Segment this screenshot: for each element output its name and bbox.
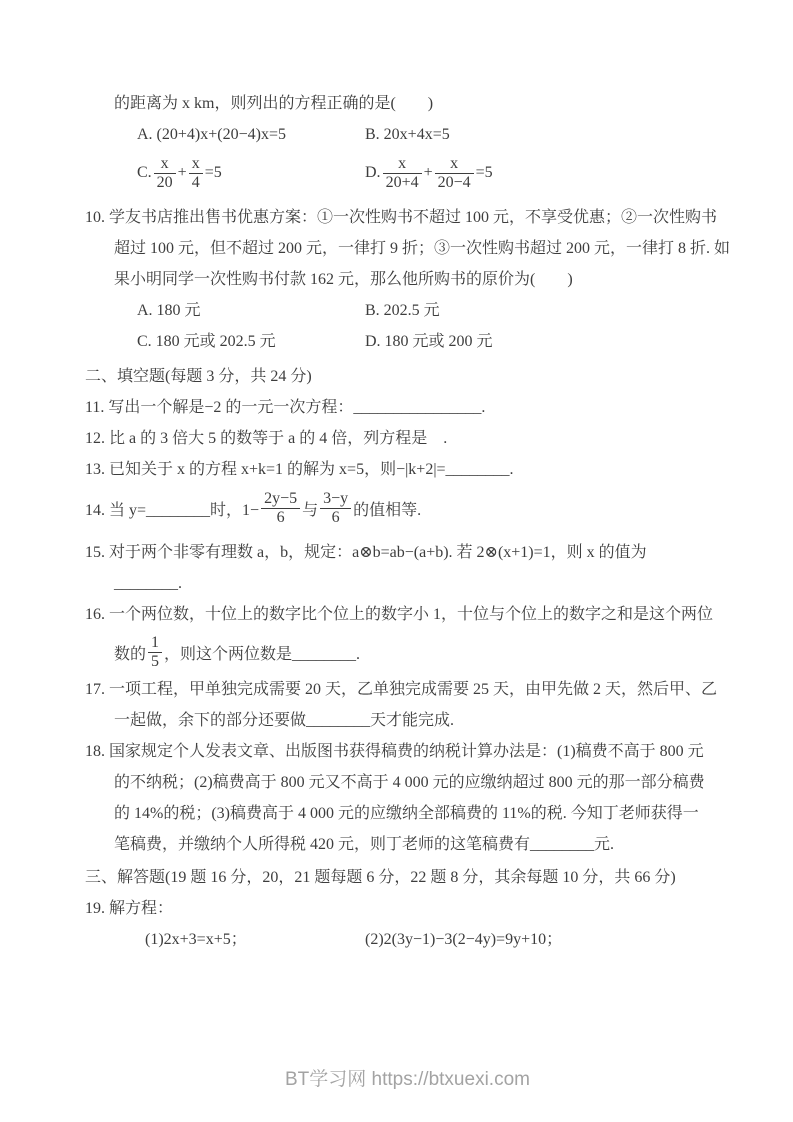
plus-sign: + (177, 164, 187, 181)
q9-options-row-cd (85, 150, 765, 196)
q10-option-d: D. 180 元或 200 元 (365, 333, 493, 350)
q16-text-suffix: ，则这个两位数是________. (164, 645, 361, 663)
option-label: C. (137, 164, 152, 181)
fraction-denominator: 20−4 (435, 173, 474, 192)
question-10-line-1: 10. 学友书店推出售书优惠方案：①一次性购书不超过 100 元，不享受优惠；②一次性购书 (85, 209, 718, 226)
question-10-line-2: 超过 100 元，但不超过 200 元，一律打 9 折；③一次性购书超过 200 元，一律打 8 折. 如 (114, 240, 731, 257)
question-13: 13. 已知关于 x 的方程 x+k=1 的解为 x=5，则−|k+2|=________. (85, 461, 514, 478)
question-18-line-1: 18. 国家规定个人发表文章、出版图书获得稿费的纳税计算办法是：(1)稿费不高于 800 元 (85, 743, 704, 760)
equals-value: =5 (475, 164, 493, 181)
question-9-tail: 的距离为 x km，则列出的方程正确的是( ) (114, 95, 434, 112)
fraction-numerator: 3−y (323, 489, 349, 507)
fraction (320, 490, 351, 527)
question-15-line-1: 15. 对于两个非零有理数 a，b，规定：a⊗b=ab−(a+b). 若 2⊗(x+1)=1，则 x 的值为 (85, 544, 647, 561)
fraction-numerator: x (398, 154, 407, 172)
fraction-numerator: x (191, 154, 200, 172)
fraction (148, 634, 162, 671)
question-16-line-2 (85, 630, 765, 674)
q10-option-c: C. 180 元或 202.5 元 (137, 333, 276, 350)
q10-option-b: B. 202.5 元 (365, 302, 440, 319)
question-18-line-3: 的 14%的税；(3)稿费高于 4 000 元的应缴纳全部稿费的 11%的税. 今知丁老师获得一 (114, 805, 699, 822)
q10-options-row-cd (85, 326, 765, 357)
fraction-numerator: 1 (151, 633, 160, 651)
q9-options-row-ab (85, 119, 765, 150)
fraction-numerator: 2y−5 (264, 489, 298, 507)
q19-equation-2: (2)2(3y−1)−3(2−4y)=9y+10； (365, 931, 563, 948)
option-label: D. (365, 164, 381, 181)
fraction (383, 155, 422, 192)
question-18-line-4: 笔稿费，并缴纳个人所得税 420 元，则丁老师的这笔稿费有________元. (114, 836, 615, 853)
question-15-answer-blank: ________. (114, 575, 182, 592)
fraction-denominator: 6 (261, 508, 300, 527)
q16-text-pre: 数的 (114, 645, 147, 663)
section-heading-fill-in: 二、填空题(每题 3 分，共 24 分) (85, 368, 312, 385)
question-14 (85, 485, 765, 531)
question-17-line-1: 17. 一项工程，甲单独完成需要 20 天，乙单独完成需要 25 天，由甲先做 2 天，然后甲、乙 (85, 681, 718, 698)
exam-content (85, 88, 765, 955)
q14-text-mid: 与 (302, 501, 319, 519)
q9-option-c (137, 155, 365, 192)
fraction (189, 155, 203, 192)
question-11: 11. 写出一个解是−2 的一元一次方程：________________. (85, 399, 486, 416)
fraction (435, 155, 474, 192)
question-10-line-3: 果小明同学一次性购书付款 162 元，那么他所购书的原价为( ) (114, 271, 573, 288)
fraction-denominator: 5 (148, 652, 162, 671)
question-16-line-1: 16. 一个两位数，十位上的数字比个位上的数字小 1，十位与个位上的数字之和是这个两位 (85, 606, 714, 623)
question-19-head: 19. 解方程： (85, 900, 174, 917)
question-18-line-2: 的不纳税；(2)稿费高于 800 元又不高于 4 000 元的应缴纳超过 800 元的那一部分稿费 (114, 774, 705, 791)
fraction-numerator: x (160, 154, 169, 172)
q10-option-a: A. 180 元 (137, 302, 201, 319)
q19-equation-1: (1)2x+3=x+5； (145, 931, 247, 948)
question-17-line-2: 一起做，余下的部分还要做________天才能完成. (114, 712, 455, 729)
question-12: 12. 比 a 的 3 倍大 5 的数等于 a 的 4 倍，列方程是 . (85, 430, 448, 447)
fraction-denominator: 20 (154, 173, 176, 192)
plus-sign: + (423, 164, 433, 181)
q19-equations-row (85, 924, 765, 955)
section-heading-solve: 三、解答题(19 题 16 分，20，21 题每题 6 分，22 题 8 分，其余每题 10 分，共 66 分) (85, 869, 676, 886)
q10-options-row-ab (85, 295, 765, 326)
watermark-site-link: BT学习网 https://btxuexi.com (285, 1069, 530, 1090)
q14-text-pre: 14. 当 y=________时，1− (85, 501, 260, 519)
q9-option-b: B. 20x+4x=5 (365, 126, 450, 143)
equals-value: =5 (204, 164, 222, 181)
fraction-numerator: x (450, 154, 459, 172)
fraction-denominator: 20+4 (383, 173, 422, 192)
fraction (261, 490, 300, 527)
fraction (154, 155, 176, 192)
fraction-denominator: 4 (189, 173, 203, 192)
q14-text-suffix: 的值相等. (353, 501, 422, 519)
fraction-denominator: 6 (320, 508, 351, 527)
q9-option-d (365, 155, 493, 192)
q9-option-a: A. (20+4)x+(20−4)x=5 (137, 126, 286, 143)
